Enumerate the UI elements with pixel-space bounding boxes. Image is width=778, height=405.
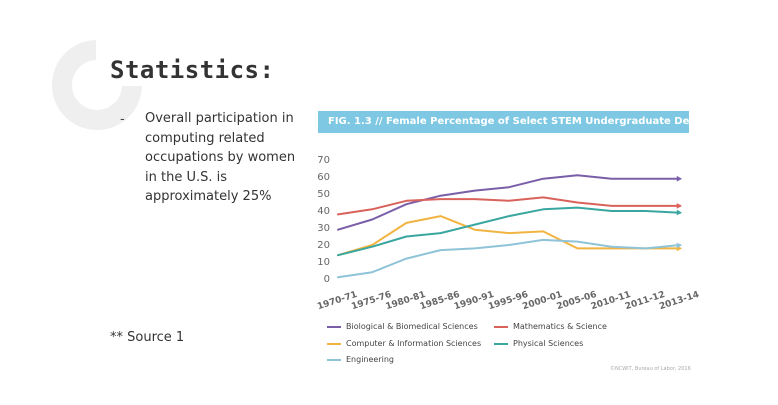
bullet-marker: -: [120, 112, 125, 127]
y-tick-label: 60: [317, 172, 330, 183]
y-tick-label: 50: [317, 189, 330, 200]
series-line: [338, 240, 680, 277]
legend-swatch: [327, 343, 341, 345]
y-tick-label: 70: [317, 155, 330, 166]
y-tick-label: 20: [317, 240, 330, 251]
slide-title: Statistics:: [110, 56, 275, 84]
legend-swatch: [494, 343, 508, 345]
legend-item-biological: [327, 322, 478, 331]
x-tick-label: 1990-91: [452, 289, 496, 313]
x-tick-label: 2013-14: [658, 289, 701, 313]
legend-swatch: [327, 359, 341, 361]
x-tick-label: 2005-06: [555, 289, 598, 313]
series-line: [338, 175, 680, 229]
legend-label: Physical Sciences: [513, 339, 584, 348]
x-tick-label: 1985-86: [418, 289, 462, 313]
legend-item-physical: [494, 339, 583, 348]
line-chart: [300, 140, 700, 325]
legend-item-mathematics: [494, 322, 607, 331]
legend-label: Engineering: [346, 355, 394, 364]
x-tick-label: 2011-12: [623, 289, 667, 313]
legend-label: Mathematics & Science: [513, 322, 607, 331]
series-line: [338, 216, 680, 255]
x-tick-label: 1970-71: [316, 289, 359, 313]
chart-title: FIG. 1.3 // Female Percentage of Select STEM Undergraduate Degree Recipients: [318, 111, 689, 133]
x-tick-label: 2010-11: [589, 289, 633, 313]
y-tick-label: 10: [317, 257, 330, 268]
series-arrowhead: [677, 176, 682, 182]
y-tick-label: 40: [317, 206, 330, 217]
legend-swatch: [494, 326, 508, 328]
x-tick-label: 2000-01: [521, 289, 564, 313]
source-credit: ©NCWIT, Bureau of Labor, 2016: [610, 366, 691, 372]
x-tick-label: 1975-76: [350, 289, 393, 313]
y-tick-label: 30: [317, 223, 330, 234]
series-arrowhead: [677, 203, 682, 209]
legend-swatch: [327, 326, 341, 328]
x-tick-label: 1995-96: [487, 289, 530, 313]
footnote: ** Source 1: [110, 330, 185, 345]
legend-item-engineering: [327, 355, 394, 364]
legend-item-computer: [327, 339, 481, 348]
bullet-text: Overall participation in computing related occupations by women in the U.S. is approximately 25%: [145, 111, 296, 204]
x-tick-label: 1980-81: [384, 289, 427, 313]
y-tick-label: 0: [323, 274, 330, 285]
series-arrowhead: [677, 210, 682, 216]
legend-label: Computer & Information Sciences: [346, 339, 482, 348]
legend-label: Biological & Biomedical Sciences: [346, 322, 478, 331]
